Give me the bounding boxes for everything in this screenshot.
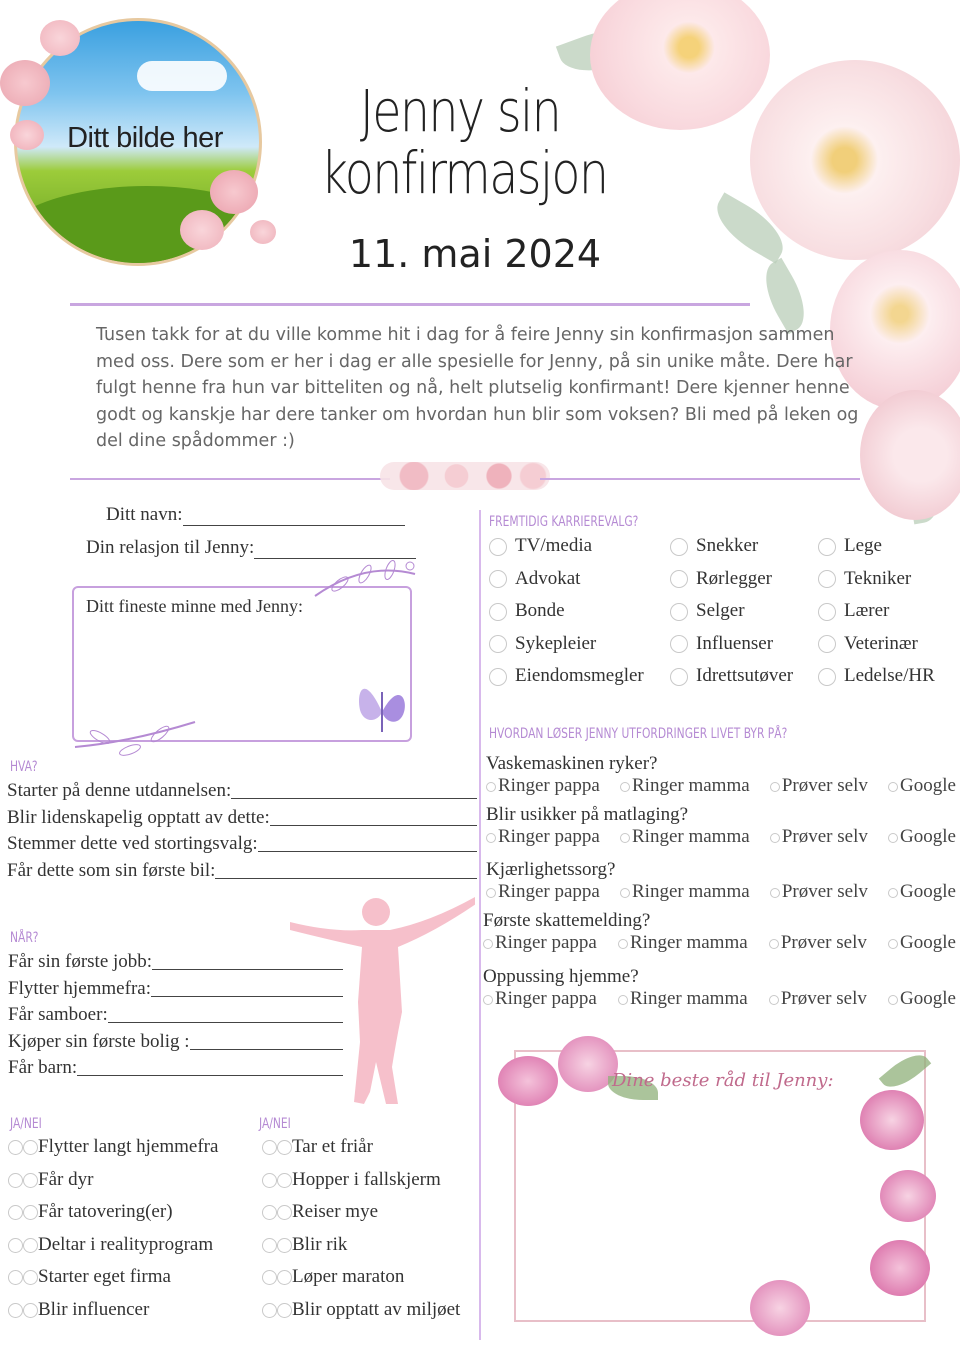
intro-divider-right [540,478,860,480]
career-checkbox[interactable] [670,570,688,588]
janei-left-list [8,1136,218,1331]
no-checkbox[interactable] [277,1238,292,1253]
nar-item[interactable]: Kjøper sin første bolig : [8,1031,343,1058]
challenge-question-block [486,753,956,804]
option-pappa[interactable]: Ringer pappa [486,775,600,797]
career-checkbox[interactable] [818,570,836,588]
janei-item[interactable]: Reiser mye [262,1201,460,1234]
career-col-2 [670,535,793,698]
challenge-options [486,775,956,797]
nar-item[interactable]: Får samboer: [8,1004,343,1031]
no-checkbox[interactable] [277,1140,292,1155]
hva-item[interactable]: Får dette som sin første bil: [7,860,477,887]
challenge-options [486,881,956,903]
challenges-heading: HVORDAN LØSER JENNY UTFORDRINGER LIVET BYR PÅ? [489,726,788,742]
challenge-question: Vaskemaskinen ryker? [486,753,658,774]
challenge-question: Oppussing hjemme? [483,966,639,987]
career-checkbox[interactable] [670,668,688,686]
photo-placeholder-label: Ditt bilde her [67,122,223,154]
janei-item[interactable]: Deltar i realityprogram [8,1234,218,1267]
career-checkbox[interactable] [818,538,836,556]
career-option[interactable]: Influenser [670,633,793,666]
career-option[interactable]: Tekniker [818,568,935,601]
challenge-question-block [483,966,956,1018]
magnolia-decoration-right [840,1060,950,1350]
challenge-question-block [483,910,956,966]
option-google[interactable]: Google [888,881,956,903]
yes-checkbox[interactable] [262,1140,277,1155]
career-col-1 [489,535,644,698]
challenges-list [483,753,956,1018]
yes-checkbox[interactable] [8,1303,23,1318]
career-option[interactable]: Selger [670,600,793,633]
name-label: Ditt navn: [106,504,183,525]
yes-checkbox[interactable] [262,1270,277,1285]
page-title [320,77,608,207]
janei-item[interactable]: Starter eget firma [8,1266,218,1299]
challenge-options [486,826,956,848]
no-checkbox[interactable] [277,1205,292,1220]
event-date: 11. mai 2024 [348,232,602,276]
no-checkbox[interactable] [23,1140,38,1155]
career-option[interactable]: Ledelse/HR [818,665,935,698]
career-checkbox[interactable] [489,538,507,556]
option-pappa[interactable]: Ringer pappa [483,988,597,1010]
no-checkbox[interactable] [23,1205,38,1220]
option-pappa[interactable]: Ringer pappa [486,881,600,903]
career-checkbox[interactable] [670,603,688,621]
option-mamma[interactable]: Ringer mamma [620,826,750,848]
butterfly-icon [354,672,410,738]
cloud-decoration [137,61,227,91]
career-option[interactable]: Snekker [670,535,793,568]
janei-item[interactable]: Blir opptatt av miljøet [262,1299,460,1332]
column-divider [479,510,481,1340]
janei-item[interactable]: Flytter langt hjemmefra [8,1136,218,1169]
career-checkbox[interactable] [818,603,836,621]
option-pappa[interactable]: Ringer pappa [486,826,600,848]
hva-list [7,780,477,886]
career-heading: FREMTIDIG KARRIEREVALG? [489,514,639,530]
janei-item[interactable]: Tar et friår [262,1136,460,1169]
janei-item[interactable]: Blir influencer [8,1299,218,1332]
nar-list [8,951,343,1084]
no-checkbox[interactable] [277,1173,292,1188]
flower-garland [380,462,550,490]
intro-text: Tusen takk for at du ville komme hit i dag for å feire Jenny sin konfirmasjon sammen med oss. Dere som er her i dag er alle spesielle for Jenny, på sin unike måte. Dere har fulgt henne fra hun var bitteliten og nå, helt plutselig konfirmant! Dere kjenner henne godt og kanskje har dere tanker om hvordan hun blir som voksen? Bli med på leken og del dine spådommer :) [96,325,859,451]
no-checkbox[interactable] [277,1303,292,1318]
intro-divider-left [70,478,390,480]
floral-decoration-top-right [560,0,960,560]
janei-item[interactable]: Løper maraton [262,1266,460,1299]
nar-heading: NÅR? [10,930,39,946]
option-selv[interactable]: Prøver selv [769,932,867,954]
no-checkbox[interactable] [23,1238,38,1253]
hva-item[interactable]: Blir lidenskapelig opptatt av dette: [7,807,477,834]
challenge-question-block [486,859,956,910]
advice-title: Dine beste råd til Jenny: [612,1070,834,1091]
option-mamma[interactable]: Ringer mamma [618,988,748,1010]
career-option[interactable]: Eiendomsmegler [489,665,644,698]
career-option[interactable]: Bonde [489,600,644,633]
nar-item[interactable]: Får sin første jobb: [8,951,343,978]
option-google[interactable]: Google [888,932,956,954]
leaf-branch-icon-bottom [70,712,200,762]
janei-right-list [262,1136,460,1331]
career-checkbox[interactable] [489,603,507,621]
career-checkbox[interactable] [489,668,507,686]
leaf-branch-icon [310,556,420,606]
janei-item[interactable]: Får dyr [8,1169,218,1202]
no-checkbox[interactable] [23,1303,38,1318]
career-col-3 [818,535,935,698]
no-checkbox[interactable] [23,1270,38,1285]
career-checkbox[interactable] [489,635,507,653]
nar-item[interactable]: Flytter hjemmefra: [8,978,343,1005]
career-option[interactable]: Sykepleier [489,633,644,666]
career-option[interactable]: Advokat [489,568,644,601]
yes-checkbox[interactable] [8,1173,23,1188]
name-field[interactable] [106,504,405,526]
challenge-question: Blir usikker på matlaging? [486,804,689,825]
hva-item[interactable]: Stemmer dette ved stortingsvalg: [7,833,477,860]
career-option[interactable]: Veterinær [818,633,935,666]
photo-frame-flowers-bottom [150,150,290,270]
career-checkbox[interactable] [670,538,688,556]
career-option[interactable]: Lærer [818,600,935,633]
career-option[interactable]: Rørlegger [670,568,793,601]
career-checkbox[interactable] [818,668,836,686]
option-mamma[interactable]: Ringer mamma [618,932,748,954]
janei-item[interactable]: Får tatovering(er) [8,1201,218,1234]
nar-item[interactable]: Får barn: [8,1057,343,1084]
challenge-question: Kjærlighetssorg? [486,859,616,880]
yes-checkbox[interactable] [8,1238,23,1253]
yes-checkbox[interactable] [8,1270,23,1285]
janei-right-heading: JA/NEI [259,1116,291,1132]
career-option[interactable]: TV/media [489,535,644,568]
career-option[interactable]: Idrettsutøver [670,665,793,698]
challenge-options [483,932,956,954]
no-checkbox[interactable] [277,1270,292,1285]
option-mamma[interactable]: Ringer mamma [620,881,750,903]
career-checkbox[interactable] [489,570,507,588]
option-google[interactable]: Google [888,826,956,848]
yes-checkbox[interactable] [8,1140,23,1155]
yes-checkbox[interactable] [8,1205,23,1220]
career-checkbox[interactable] [818,635,836,653]
janei-left-heading: JA/NEI [10,1116,42,1132]
challenge-options [483,988,956,1010]
option-selv[interactable]: Prøver selv [769,988,867,1010]
yes-checkbox[interactable] [262,1303,277,1318]
hva-item[interactable]: Starter på denne utdannelsen: [7,780,477,807]
option-mamma[interactable]: Ringer mamma [620,775,750,797]
option-pappa[interactable]: Ringer pappa [483,932,597,954]
name-blank[interactable] [183,507,405,526]
option-google[interactable]: Google [888,988,956,1010]
relation-label: Din relasjon til Jenny: [86,537,255,558]
title-line-2: konfirmasjon [320,139,608,207]
yes-checkbox[interactable] [262,1173,277,1188]
option-google[interactable]: Google [888,775,956,797]
header-divider [70,303,750,306]
no-checkbox[interactable] [23,1173,38,1188]
career-checkbox[interactable] [670,635,688,653]
option-selv[interactable]: Prøver selv [770,826,868,848]
hva-heading: HVA? [10,759,38,775]
option-selv[interactable]: Prøver selv [770,881,868,903]
challenge-question-block [486,804,956,859]
challenge-question: Første skattemelding? [483,910,651,931]
memory-label: Ditt fineste minne med Jenny: [86,596,303,616]
janei-item[interactable]: Blir rik [262,1234,460,1267]
yes-checkbox[interactable] [262,1205,277,1220]
option-selv[interactable]: Prøver selv [770,775,868,797]
career-option[interactable]: Lege [818,535,935,568]
janei-item[interactable]: Hopper i fallskjerm [262,1169,460,1202]
yes-checkbox[interactable] [262,1238,277,1253]
title-line-1: Jenny sin [359,77,561,145]
